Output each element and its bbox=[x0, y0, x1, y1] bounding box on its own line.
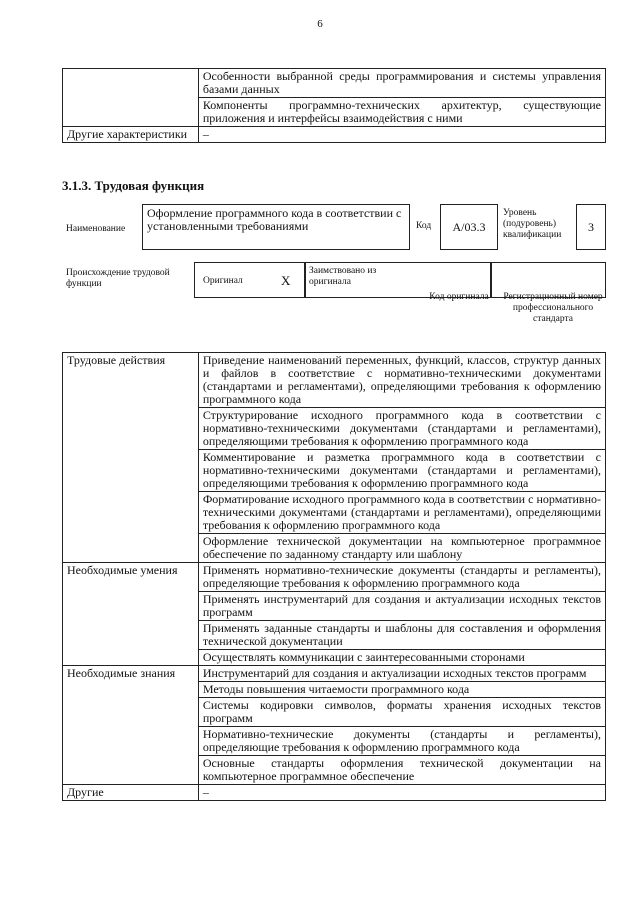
borrowed-label: Заимствовано из оригинала bbox=[309, 266, 377, 287]
original-mark: Х bbox=[281, 273, 291, 288]
row-label bbox=[63, 69, 199, 127]
code-box bbox=[440, 204, 498, 250]
list-item: Осуществлять коммуникации с заинтересованными сторонами bbox=[198, 650, 605, 666]
list-item: – bbox=[198, 785, 605, 801]
list-item: Структурирование исходного программного кода в соответствии с нормативно-техническими документами (стандартами и регламентами), определяющими требования к оформлению программного кода bbox=[198, 408, 605, 450]
code-value: А/03.3 bbox=[452, 220, 486, 234]
list-item: Нормативно-технические документы (стандарты и регламенты), определяющие требования к оформлению программного кода bbox=[198, 727, 605, 756]
name-value: Оформление программного кода в соответствии с установленными требованиями bbox=[147, 206, 402, 233]
list-item: Системы кодировки символов, форматы хранения исходных текстов программ bbox=[198, 698, 605, 727]
section-label: Другие bbox=[63, 785, 199, 801]
section-label: Необходимые знания bbox=[63, 666, 199, 785]
table-row bbox=[63, 785, 606, 801]
row-text: Компоненты программно-технических архитектур, существующие приложения и интерфейсы взаимодействия с ними bbox=[198, 98, 605, 127]
list-item: Комментирование и разметка программного кода в соответствии с нормативно-техническими документами (стандартами и регламентами), определяющими требования к оформлению программного кода bbox=[198, 450, 605, 492]
name-box bbox=[142, 204, 410, 250]
origin-label: Происхождение трудовой функции bbox=[66, 268, 170, 289]
row-label: Другие характеристики bbox=[63, 127, 199, 143]
section-label: Необходимые умения bbox=[63, 563, 199, 666]
list-item: Применять инструментарий для создания и актуализации исходных текстов программ bbox=[198, 592, 605, 621]
level-value: 3 bbox=[588, 220, 594, 234]
reg-number-label: Регистрационный номер профессионального стандарта bbox=[503, 292, 603, 324]
section-title: 3.1.3. Трудовая функция bbox=[62, 178, 205, 193]
main-table bbox=[62, 352, 606, 801]
list-item: Основные стандарты оформления технической документации на компьютерное программное обеспечение bbox=[198, 756, 605, 785]
code-label: Код bbox=[416, 221, 432, 231]
original-box bbox=[194, 262, 306, 298]
table-row bbox=[63, 563, 606, 592]
page-number: 6 bbox=[317, 18, 323, 30]
list-item: Применять заданные стандарты и шаблоны для составления и оформления технической документации bbox=[198, 621, 605, 650]
top-table bbox=[62, 68, 606, 143]
table-row bbox=[63, 666, 606, 682]
level-box bbox=[576, 204, 606, 250]
list-item: Оформление технической документации на компьютерное программное обеспечение по заданному стандарту или шаблону bbox=[198, 534, 605, 563]
name-label: Наименование bbox=[66, 224, 126, 234]
list-item: Инструментарий для создания и актуализации исходных текстов программ bbox=[198, 666, 605, 682]
row-text: – bbox=[198, 127, 605, 143]
table-row bbox=[63, 69, 606, 98]
original-label: Оригинал bbox=[203, 276, 243, 286]
list-item: Применять нормативно-технические документы (стандарты и регламенты), определяющие требования к оформлению программного кода bbox=[198, 563, 605, 592]
list-item: Форматирование исходного программного кода в соответствии с нормативно-техническими документами (стандартами и регламентами), определяющими требования к оформлению программного кода bbox=[198, 492, 605, 534]
list-item: Приведение наименований переменных, функций, классов, структур данных и файлов в соответствие с нормативно-техническими документами (стандартами и регламентами), определяющими требования к оформлению программного кода bbox=[198, 353, 605, 408]
table-row bbox=[63, 353, 606, 408]
list-item: Методы повышения читаемости программного кода bbox=[198, 682, 605, 698]
level-label: Уровень (подуровень) квалификации bbox=[503, 208, 562, 240]
code-original-label: Код оригинала bbox=[429, 292, 489, 302]
section-label: Трудовые действия bbox=[63, 353, 199, 563]
row-text: Особенности выбранной среды программирования и системы управления базами данных bbox=[198, 69, 605, 98]
table-row bbox=[63, 127, 606, 143]
